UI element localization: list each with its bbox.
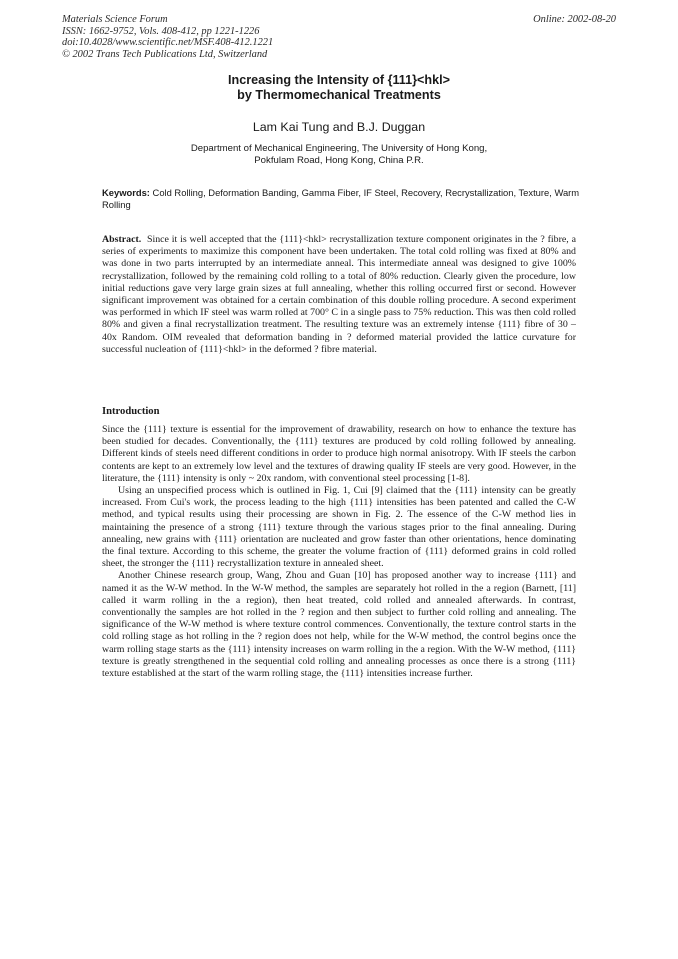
copyright-line: © 2002 Trans Tech Publications Ltd, Switzerland bbox=[62, 48, 268, 60]
journal-name: Materials Science Forum bbox=[62, 14, 168, 25]
keywords bbox=[102, 187, 582, 212]
issn-line: ISSN: 1662-9752, Vols. 408-412, pp 1221-1226 bbox=[62, 25, 260, 37]
title-line-2: by Thermomechanical Treatments bbox=[237, 88, 441, 102]
keywords-list: Cold Rolling, Deformation Banding, Gamma Fiber, IF Steel, Recovery, Recrystallization, Texture, Warm Rolling bbox=[102, 187, 580, 211]
publication-info bbox=[62, 14, 273, 60]
affiliation-line-1: Department of Mechanical Engineering, The University of Hong Kong, bbox=[190, 143, 488, 154]
paper-title bbox=[0, 73, 678, 103]
online-date: Online: 2002-08-20 bbox=[533, 14, 616, 25]
authors: Lam Kai Tung and B.J. Duggan bbox=[252, 120, 426, 134]
intro-paragraph: Using an unspecified process which is outlined in Fig. 1, Cui [9] claimed that the {111} intensity can be greatly increased. From Cui's work, the process leading to the high {111} intensities has been patented and called the C-W method, and typical results using their processing are shown in Fig. 2. The essence of the C-W method lies in maintaining the presence of a strong {111} texture through the various stages prior to the final annealing. During annealing, new grains with {111} orientation are nucleated and grow faster than other orientations, hence dominating the final texture. According to this scheme, the greater the volume fraction of {111} deformed grains in cold rolled sheet, the stronger the {111} recrystallization texture in annealed sheet. bbox=[102, 485, 576, 570]
introduction-heading: Introduction bbox=[102, 406, 160, 417]
abstract-label: Abstract. bbox=[102, 234, 142, 245]
keywords-label: Keywords: bbox=[102, 187, 150, 198]
intro-paragraph: Another Chinese research group, Wang, Zhou and Guan [10] has proposed another way to increase {111} and named it as the W-W method. In the W-W method, the samples are separately hot rolled in the a region (Barnett, [11] called it warm rolling in the a region), then heat treated, cold rolled and annealed afterwards. In contrast, conventionally the samples are hot rolled in the ? region and then subject to further cold rolling and annealing. The significance of the W-W method is where texture control commences. Conventionally, the texture control starts in the cold rolling stage as hot rolling in the ? region does not help, while for the W-W method, the control begins once the warm rolling stage starts as the {111} intensity increases on warm rolling in the a region. With the W-W method, {111} texture is greatly strengthened in the sequential cold rolling and annealing processes as once there is a strong {111} texture established at the start of the warm rolling stage, the {111} intensities increase further. bbox=[102, 570, 576, 680]
intro-paragraph: Since the {111} texture is essential for the improvement of drawability, research on how to enhance the texture has been studied for decades. Conventionally, the {111} textures are produced by cold rolling followed by annealing. Different kinds of steels need different conditions in order to produce high normal anisotropy. With IF steels the carbon contents are kept to an extremely low level and the textures of drawing quality IF steels are very good. However, in the literature, the {111} intensity is only ~ 20x random, with conventional steel processing [1-8]. bbox=[102, 424, 576, 484]
title-line-1: Increasing the Intensity of {111}<hkl> bbox=[228, 73, 450, 87]
doi-line: doi:10.4028/www.scientific.net/MSF.408-412.1221 bbox=[62, 37, 274, 49]
affiliation-line-2: Pokfulam Road, Hong Kong, China P.R. bbox=[254, 155, 424, 166]
introduction-body bbox=[102, 424, 576, 680]
affiliation bbox=[0, 143, 678, 167]
abstract bbox=[102, 234, 576, 356]
abstract-text: Since it is well accepted that the {111}<hkl> recrystallization texture component originates in the ? fibre, a series of experiments to maximize this component have been undertaken. The total cold rolling was fixed at 80% and was done in two parts interrupted by an intermediate anneal. This intermediate anneal was designed to give 100% recrystallization, followed by the remaining cold rolling to a total of 80% reduction. Clearly given the procedure, low initial reductions gave very large grain sizes at full annealing, whether this rolling occurred first or second. However significant improvement was obtained for a certain combination of this double rolling procedure. A second experiment was performed in which IF steel was warm rolled at 700° C in a single pass to 75% reduction. This was then cold rolled 80% and given a final recrystallization treatment. The resulting texture was an extremely intense {111} fibre of 30 – 40x Random. OIM revealed that deformation banding in ? deformed material provided the lattice curvature for successful nucleation of {111}<hkl> in the deformed ? fibre material. bbox=[102, 234, 577, 355]
